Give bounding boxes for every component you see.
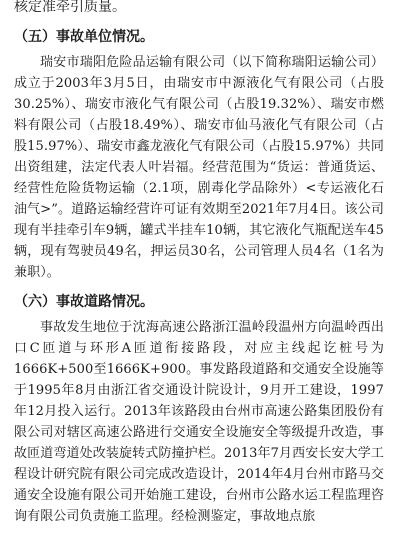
accident-unit-paragraph: 瑞安市瑞阳危险品运输有限公司（以下简称瑞阳运输公司）成立于2003年3月5日，由瑞安市中源液化气有限公司（占股30.25%）、瑞安市液化气有限公司（占股19.32%）、瑞安市燃料有限公司（占股18.49%）、瑞安市仙马液化气有限公司（占股15.97%）、瑞安市鑫龙液化气有限公司（占股15.97%）共同出资组建，法定代表人叶岩福。经营范围为“货运：普通货运、经营性危险货物运输（2.1项，剧毒化学品除外）<专运液化石油气>”。道路运输经营许可证有效期至2021年7月4日。该公司现有半挂牵引车9辆，罐式半挂车10辆，其它液化气瓶配送车45辆，现有驾驶员49名，押运员30名，公司管理人员4名（1名为兼职）。 [14, 55, 384, 280]
section-heading-accident-unit: （五）事故单位情况。 [14, 29, 154, 45]
previous-paragraph-tail: 核定准牵引质量。 [14, 0, 126, 15]
accident-road-paragraph: 事故发生地位于沈海高速公路浙江温岭段温州方向温岭西出口C匝道与环形A匝道衔接路段，对应主线起讫桩号为1666K+500至1666K+900。事发路段道路和交通安全设施等于1995年8月由浙江省交通设计院设计，9月开工建设，1997年12月投入运行。2013年该路段由台州市高速公路集团股份有限公司对辖区高速公路进行交通安全设施安全等级提升改造，事故匝道弯道处改装旋转式防撞护栏。2013年7月西安长安大学工程设计研究院有限公司完成改造设计，2014年4月台州市路马交通安全设施有限公司开始施工建设，台州市公路水运工程监理咨询有限公司负责施工监理。经检测鉴定，事故地点旅 [14, 320, 384, 524]
section-heading-accident-road: （六）事故道路情况。 [14, 294, 154, 310]
